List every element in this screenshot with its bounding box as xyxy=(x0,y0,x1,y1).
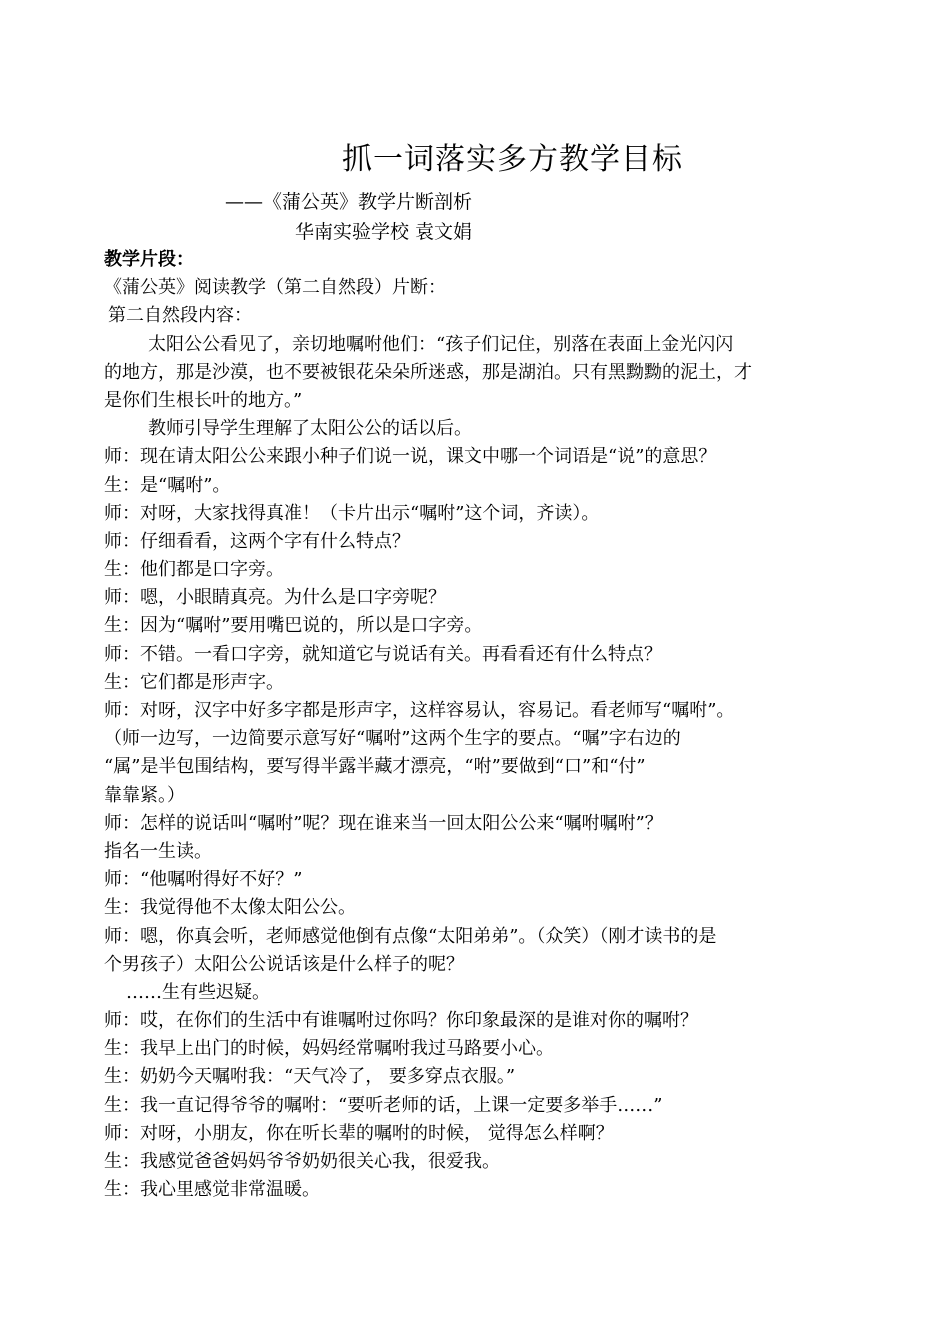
text-line: 师：对呀，大家找得真准！（卡片出示“嘱咐”这个词，齐读）。 xyxy=(104,502,600,524)
text-line: 指名一生读。 xyxy=(104,840,212,862)
text-line: 教师引导学生理解了太阳公公的话以后。 xyxy=(148,418,472,440)
text-line: 靠靠紧。） xyxy=(104,784,185,806)
text-line: 生：我感觉爸爸妈妈爷爷奶奶很关心我，很爱我。 xyxy=(104,1151,500,1172)
text-line: 师：“他嘱咐得好不好？” xyxy=(104,869,303,891)
text-line: 的地方，那是沙漠，也不要被银花朵朵所迷惑，那是湖泊。只有黑黝黝的泥土，才 xyxy=(104,361,752,383)
document-author: 华南实验学校 袁文娟 xyxy=(295,221,473,243)
text-line: 生：它们都是形声字。 xyxy=(104,671,284,693)
text-line: 第二自然段内容： xyxy=(108,305,252,327)
document-subtitle: ——《蒲公英》教学片断剖析 xyxy=(225,191,473,213)
text-line: 师：哎，在你们的生活中有谁嘱咐过你吗？你印象最深的是谁对你的嘱咐？ xyxy=(104,1010,698,1032)
text-line: 师：不错。一看口字旁，就知道它与说话有关。再看看还有什么特点？ xyxy=(104,643,662,665)
text-line: 生：他们都是口字旁。 xyxy=(104,559,284,581)
text-line: 《蒲公英》阅读教学（第二自然段）片断： xyxy=(104,277,446,299)
text-line: 师：怎样的说话叫“嘱咐”呢？现在谁来当一回太阳公公来“嘱咐嘱咐”？ xyxy=(104,812,663,834)
text-line: 师：现在请太阳公公来跟小种子们说一说，课文中哪一个词语是“说”的意思？ xyxy=(104,446,717,468)
text-line: “属”是半包围结构，要写得半露半藏才漂亮，“咐”要做到“口”和“付” xyxy=(104,756,646,778)
text-line: 教学片段： xyxy=(104,249,194,270)
document-body xyxy=(104,246,864,1204)
text-line: 师：嗯，小眼睛真亮。为什么是口字旁呢？ xyxy=(104,587,446,609)
text-line: 生：奶奶今天嘱咐我：“天气冷了， 要多穿点衣服。” xyxy=(104,1066,516,1088)
text-line: 生：我早上出门的时候，妈妈经常嘱咐我过马路要小心。 xyxy=(104,1038,554,1060)
text-line: 师：对呀，汉字中好多字都是形声字，这样容易认，容易记。看老师写“嘱咐”。 xyxy=(104,700,735,721)
document-title: 抓一词落实多方教学目标 xyxy=(342,142,683,177)
text-line: （师一边写，一边简要示意写好“嘱咐”这两个生字的要点。“嘱”字右边的 xyxy=(104,728,681,750)
text-line: 是你们生根长叶的地方。” xyxy=(104,389,303,411)
text-line: 生：我觉得他不太像太阳公公。 xyxy=(104,897,356,919)
text-line: 生：我一直记得爷爷的嘱咐：“要听老师的话，上课一定要多举手……” xyxy=(104,1094,663,1116)
text-line: 太阳公公看见了，亲切地嘱咐他们：“孩子们记住，别落在表面上金光闪闪 xyxy=(148,333,734,355)
text-line: 师：仔细看看，这两个字有什么特点？ xyxy=(104,530,410,552)
text-line: 师：嗯，你真会听，老师感觉他倒有点像“太阳弟弟”。（众笑）（刚才读书的是 xyxy=(104,925,717,947)
text-line: 生：是“嘱咐”。 xyxy=(104,474,231,496)
text-line: 生：我心里感觉非常温暖。 xyxy=(104,1179,320,1201)
text-line: 生：因为“嘱咐”要用嘴巴说的，所以是口字旁。 xyxy=(104,615,483,637)
text-line: 师：对呀，小朋友，你在听长辈的嘱咐的时候， 觉得怎么样啊？ xyxy=(104,1122,614,1144)
text-line: ……生有些迟疑。 xyxy=(126,981,270,1003)
text-line: 个男孩子）太阳公公说话该是什么样子的呢？ xyxy=(104,953,464,975)
